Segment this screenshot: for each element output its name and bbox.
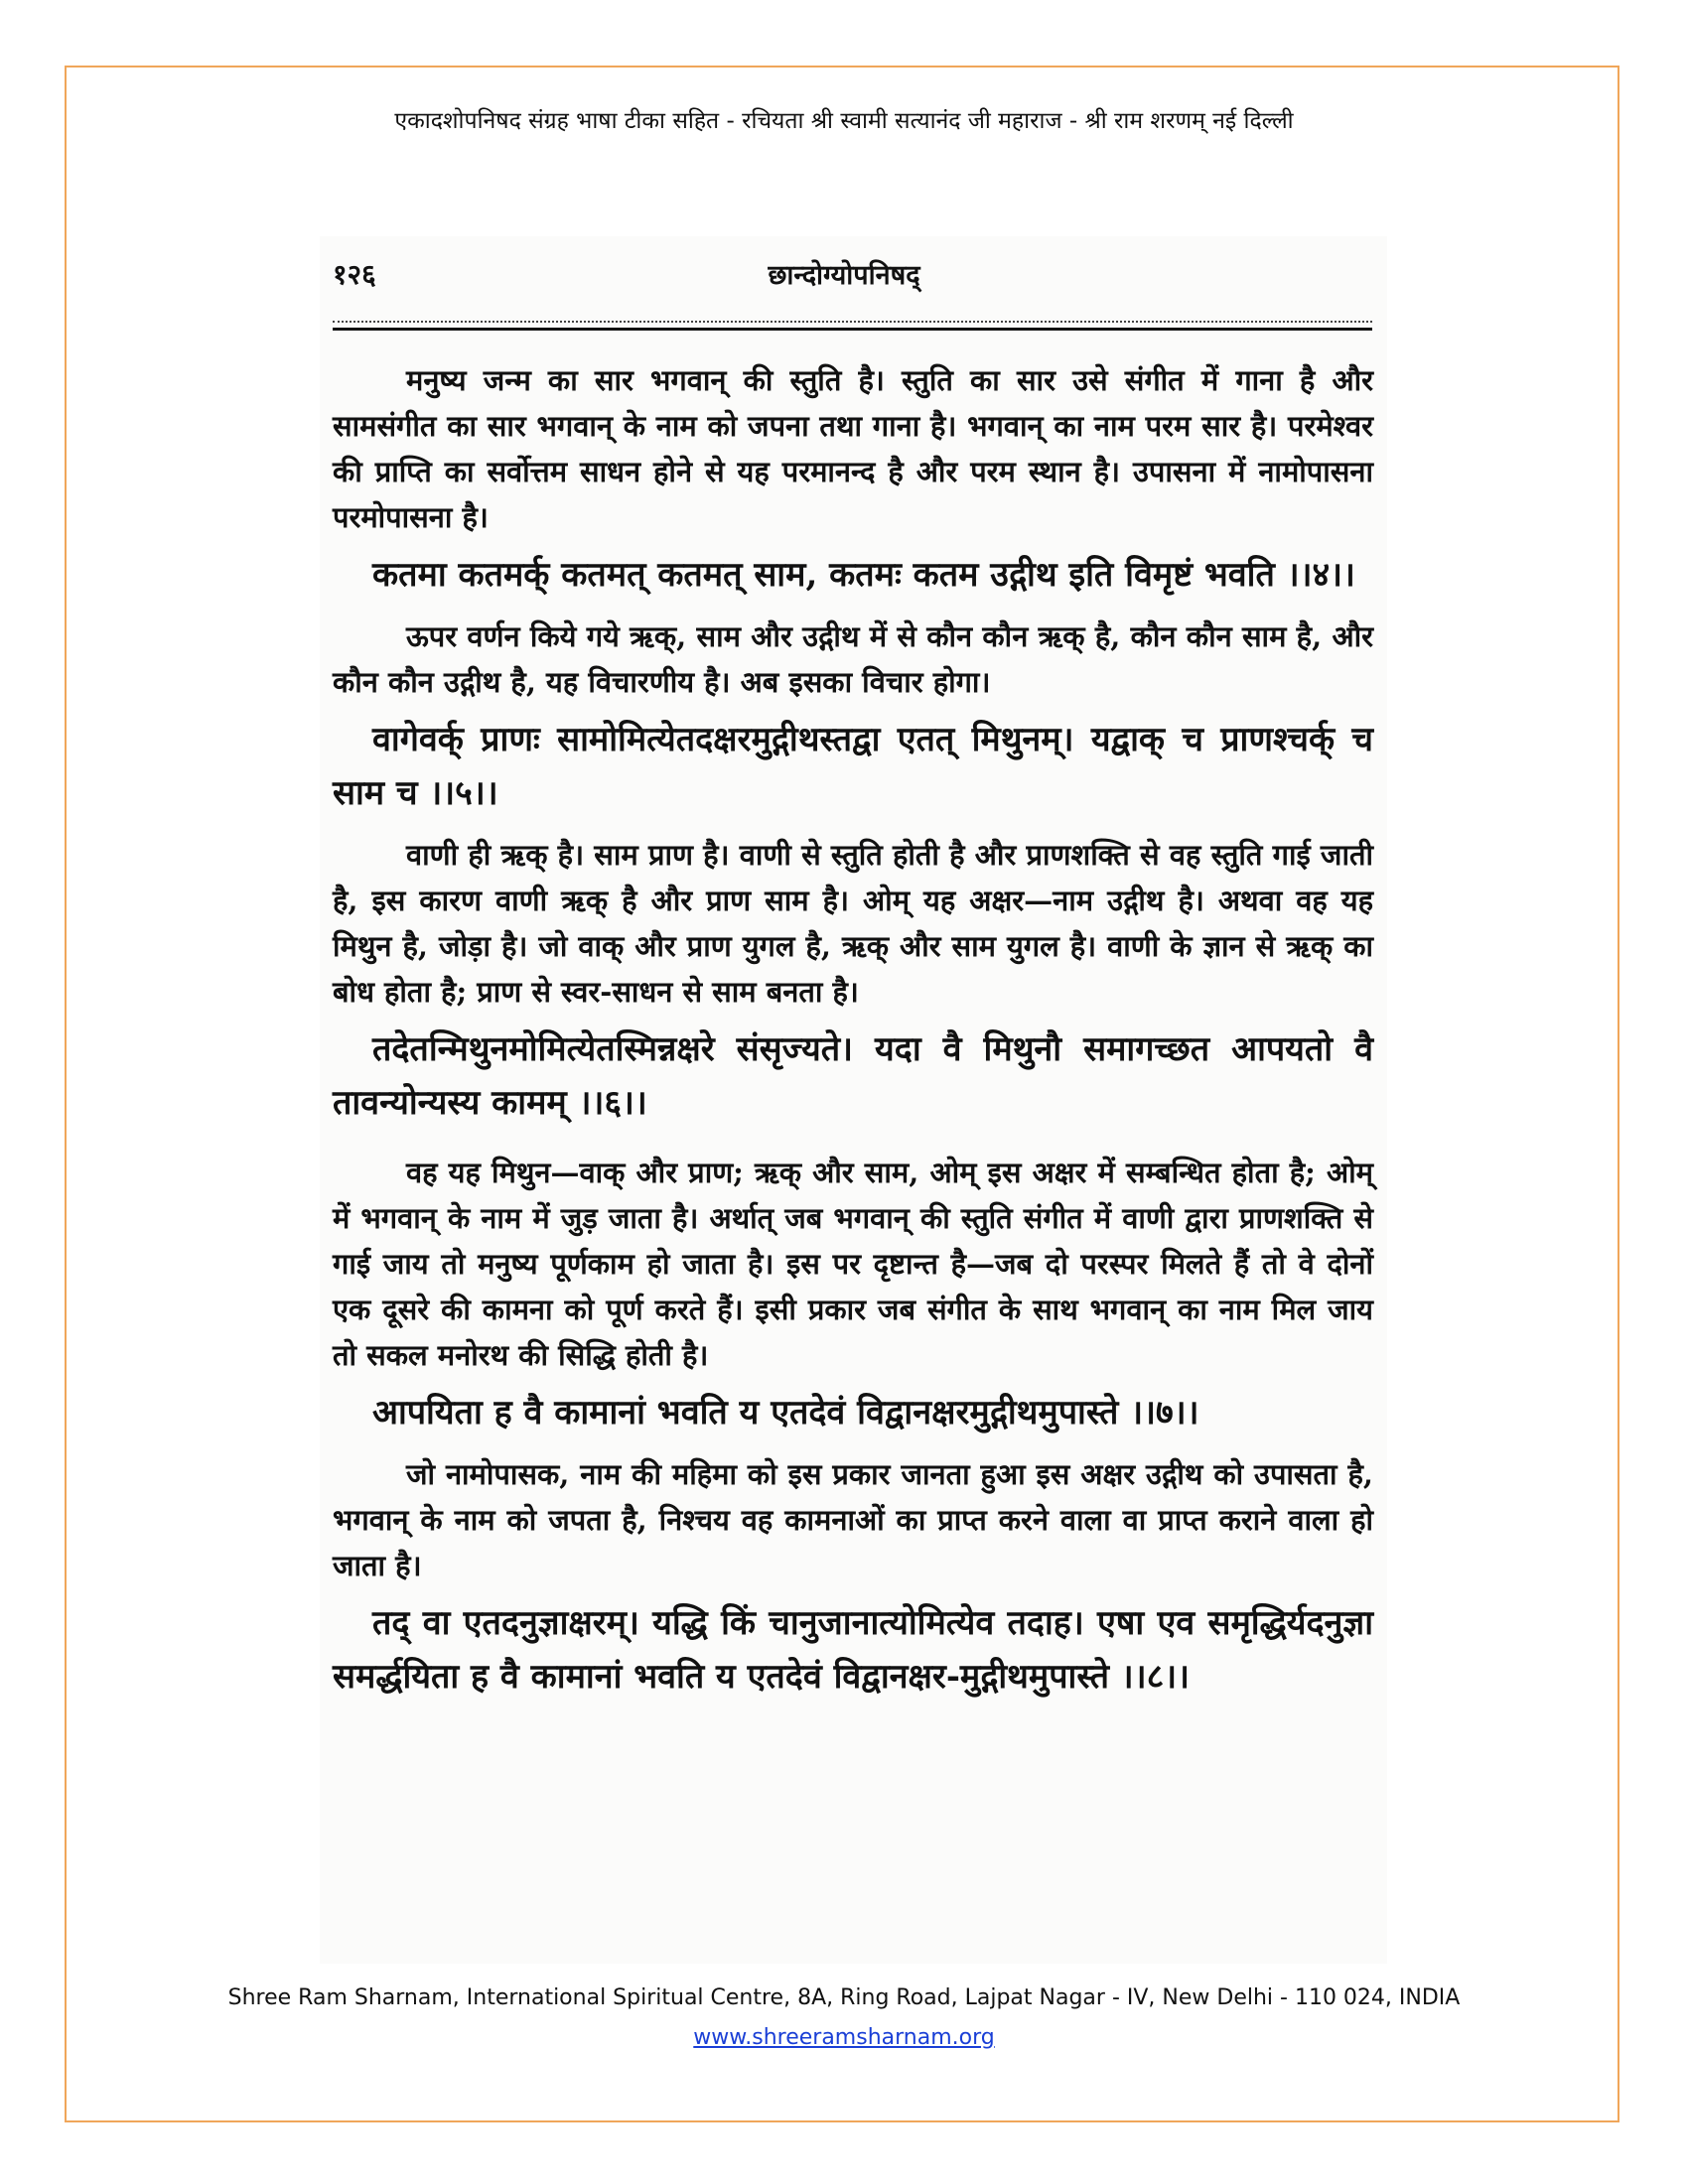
- header-dotted-rule: [333, 321, 1372, 323]
- commentary-paragraph-5: जो नामोपासक, नाम की महिमा को इस प्रकार जानता हुआ इस अक्षर उद्गीथ को उपासता है, भगवान् के नाम को जपता है, निश्चय वह कामनाओं का प्राप्त करने वाला वा प्राप्त कराने वाला हो जाता है।: [333, 1457, 1373, 1582]
- verse-6: तदेतन्मिथुनमोमित्येतस्मिन्नक्षरे संसृज्यते। यदा वै मिथुनौ समागच्छत आपयतो वै तावन्योन्यस्य कामम् ।।६।।: [333, 1029, 1373, 1123]
- verse-5: वागेवर्क् प्राणः सामोमित्येतदक्षरमुद्गीथस्तद्वा एतत् मिथुनम्। यद्वाक् च प्राणश्चर्क् च साम च ।।५।।: [333, 720, 1373, 813]
- commentary-paragraph-4: वह यह मिथुन—वाक् और प्राण; ऋक् और साम, ओम् इस अक्षर में सम्बन्धित होता है; ओम् में भगवान् के नाम में जुड़ जाता है। अर्थात् जब भगवान् की स्तुति संगीत में वाणी द्वारा प्राणशक्ति से गाई जाय तो मनुष्य पूर्णकाम हो जाता है। इस पर दृष्टान्त है—जब दो परस्पर मिलते हैं तो वे दोनों एक दूसरे की कामना को पूर्ण करते हैं। इसी प्रकार जब संगीत के साथ भगवान् का नाम मिल जाय तो सकल मनोरथ की सिद्धि होती है।: [333, 1156, 1373, 1372]
- running-title: छान्दोग्योपनिषद्: [768, 260, 920, 291]
- commentary-paragraph-3: वाणी ही ऋक् है। साम प्राण है। वाणी से स्तुति होती है और प्राणशक्ति से वह स्तुति गाई जाती है, इस कारण वाणी ऋक् है और प्राण साम है। ओम् यह अक्षर—नाम उद्गीथ है। अथवा वह यह मिथुन है, जोड़ा है। जो वाक् और प्राण युगल है, ऋक् और साम युगल है। वाणी के ज्ञान से ऋक् का बोध होता है; प्राण से स्वर-साधन से साम बनता है।: [333, 838, 1373, 1009]
- page-number: १२६: [333, 258, 376, 291]
- footer-address: Shree Ram Sharnam, International Spiritual Centre, 8A, Ring Road, Lajpat Nagar - IV, New Delhi - 110 024, INDIA: [227, 1985, 1461, 2010]
- header-rule: [333, 328, 1372, 331]
- verse-8: तद् वा एतदनुज्ञाक्षरम्। यद्धि किं चानुजानात्योमित्येव तदाह। एषा एव समृद्धिर्यदनुज्ञा समर्द्धयिता ह वै कामानां भवति य एतदेवं विद्वानक्षर-मुद्गीथमुपास्ते ।।८।।: [333, 1603, 1373, 1697]
- website-link[interactable]: www.shreeramsharnam.org: [693, 2025, 995, 2050]
- commentary-paragraph-1: मनुष्य जन्म का सार भगवान् की स्तुति है। स्तुति का सार उसे संगीत में गाना है और सामसंगीत का सार भगवान् के नाम को जपना तथा गाना है। भगवान् का नाम परम सार है। परमेश्वर की प्राप्ति का सर्वोत्तम साधन होने से यह परमानन्द है और परम स्थान है। उपासना में नामोपासना परमोपासना है।: [333, 363, 1373, 534]
- verse-7: आपयिता ह वै कामानां भवति य एतदेवं विद्वानक्षरमुद्गीथमुपास्ते ।।७।।: [372, 1393, 1199, 1433]
- commentary-paragraph-2: ऊपर वर्णन किये गये ऋक्, साम और उद्गीथ में से कौन कौन ऋक् है, कौन कौन साम है, और कौन कौन उद्गीथ है, यह विचारणीय है। अब इसका विचार होगा।: [333, 619, 1373, 699]
- book-header: एकादशोपनिषद संग्रह भाषा टीका सहित - रचियता श्री स्वामी सत्यानंद जी महाराज - श्री राम शरणम् नई दिल्ली: [394, 108, 1294, 134]
- verse-4: कतमा कतमर्क् कतमत् कतमत् साम, कतमः कतम उद्गीथ इति विमृष्टं भवति ।।४।।: [372, 555, 1355, 595]
- page-body: [333, 357, 1373, 1715]
